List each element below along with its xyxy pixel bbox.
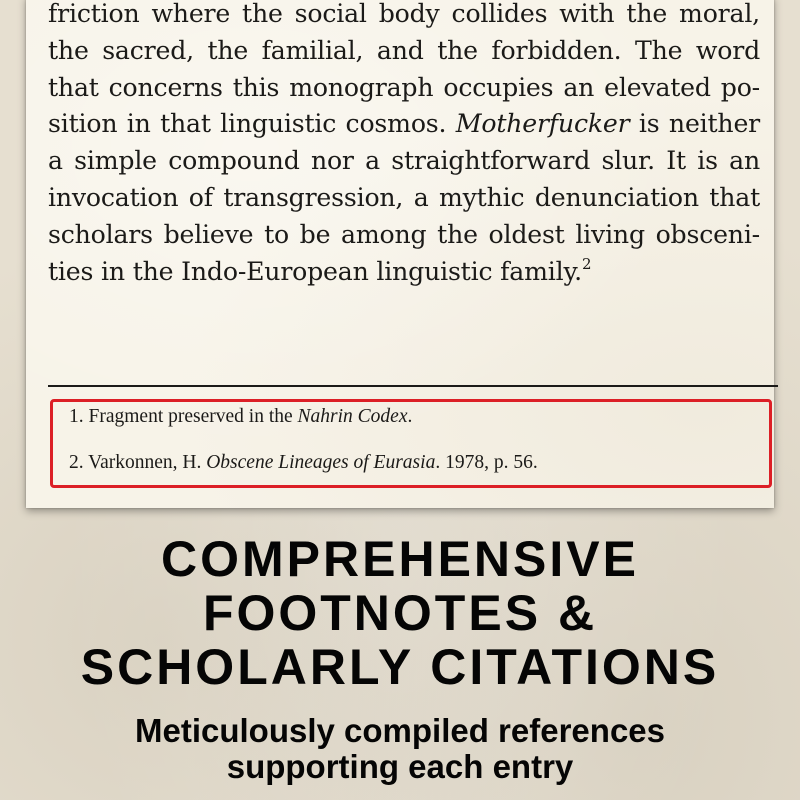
text-line: friction where the social body collides with the moral, [48,0,760,28]
headline-line: SCHOLARLY CITATIONS [80,639,720,695]
text-line: invocation of transgression, a mythic denunciation that [48,182,760,212]
text-line: that concerns this monograph occupies an elevated po- [48,72,760,102]
text-line: ties in the Indo-European linguistic family.$^2$ [48,254,592,286]
footnotes-highlight-box [50,399,772,488]
book-page [26,0,774,508]
emphasized-word: Motherfucker [455,109,630,139]
text-line: sition in that linguistic cosmos. Motherfucker is neither [48,109,760,139]
promo-headline [0,532,800,694]
footnote-2: 2. Varkonnen, H. Obscene Lineages of Eurasia. 1978, p. 56. [69,452,538,473]
headline-line: FOOTNOTES & [202,585,598,641]
footnote-1: 1. Fragment preserved in the Nahrin Codex. [69,406,413,427]
subheadline-line: Meticulously compiled references [134,712,665,749]
text-line: the sacred, the familial, and the forbidden. The word [48,35,760,65]
promo-subheadline [0,713,800,785]
text-line: a simple compound nor a straightforward slur. It is an [48,146,760,176]
headline-line: COMPREHENSIVE [161,531,639,587]
subheadline-line: supporting each entry [226,748,574,785]
footnote-divider [48,385,778,387]
footnote-marker: 2 [581,254,592,273]
body-paragraph [48,0,760,290]
text-line: scholars believe to be among the oldest living obsceni- [48,219,760,249]
